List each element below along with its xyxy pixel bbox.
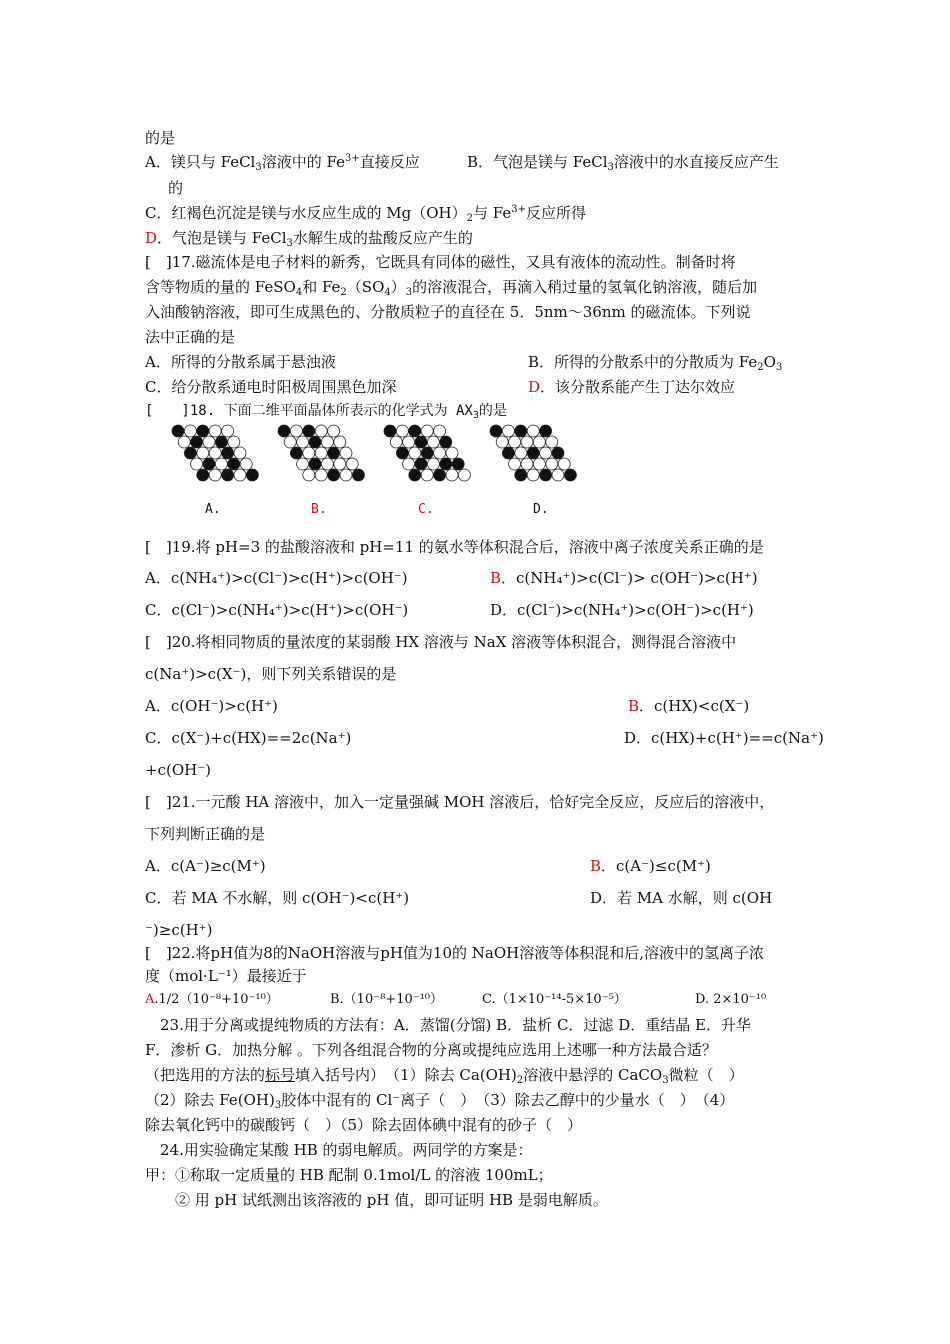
atom-black — [527, 447, 539, 459]
atom-white — [533, 458, 545, 470]
atom-black — [384, 425, 396, 437]
atom-black — [452, 458, 464, 470]
atom-white — [297, 436, 309, 448]
atom-white — [409, 447, 421, 459]
q19-stem: [ ]19.将 pH=3 的盐酸溶液和 pH=11 的氨水等体积混合后，溶液中离子浓度关系正确的是 — [145, 538, 764, 556]
q20-line-2: c(Na⁺)>c(X⁻)，则下列关系错误的是 — [145, 665, 397, 683]
q16-option-b-cont: 的 — [168, 179, 184, 197]
q20-line-1: [ ]20.将相同物质的量浓度的某弱酸 HX 溶液与 NaX 溶液等体积混合，测得混合溶液中 — [145, 633, 737, 651]
atom-white — [427, 436, 439, 448]
atom-white — [240, 458, 252, 470]
q23-line-2: F．渗析 G．加热分解 。下列各组混合物的分离或提纯应选用上述哪一种方法最合适？ — [145, 1041, 717, 1059]
q20-option-c: C．c(X⁻)+c(HX)==2c(Na⁺) — [145, 729, 352, 747]
atom-black — [564, 469, 576, 481]
atom-white — [203, 436, 215, 448]
atom-black — [222, 447, 234, 459]
atom-white — [222, 425, 234, 437]
atom-white — [434, 447, 446, 459]
answer-letter: B — [590, 857, 602, 875]
atom-black — [191, 436, 203, 448]
atom-white — [427, 458, 439, 470]
q20-option-d: D．c(HX)+c(H⁺)==c(Na⁺) — [624, 729, 824, 747]
atom-black — [421, 447, 433, 459]
atom-white — [515, 447, 527, 459]
q21-option-b: B．c(A⁻)≤c(M⁺) — [590, 857, 711, 875]
q20-option-a: A．c(OH⁻)>c(H⁺) — [145, 697, 278, 715]
atom-black — [502, 447, 514, 459]
atom-black — [222, 469, 234, 481]
atom-white — [403, 436, 415, 448]
lattice-c — [382, 424, 482, 486]
atom-white — [178, 436, 190, 448]
q22-line-2: 度（mol·L⁻¹）最接近于 — [145, 967, 307, 985]
atom-white — [396, 425, 408, 437]
atom-black — [309, 436, 321, 448]
atom-black — [396, 447, 408, 459]
atom-black — [552, 447, 564, 459]
atom-black — [415, 458, 427, 470]
atom-black — [409, 425, 421, 437]
q16-option-d: D．气泡是镁与 FeCl$_3$水解生成的盐酸反应产生的 — [145, 229, 473, 249]
atom-white — [546, 458, 558, 470]
answer-letter: D — [528, 378, 541, 396]
q22-option-c: C.（1×10⁻¹⁴-5×10⁻⁵） — [482, 992, 627, 1007]
atom-white — [521, 458, 533, 470]
atom-white — [209, 469, 221, 481]
q22-line-1: [ ]22.将pH值为8的NaOH溶液与pH值为10的 NaOH溶液等体积混和后,溶液中的氢离子浓 — [145, 944, 764, 962]
atom-black — [490, 425, 502, 437]
atom-black — [309, 458, 321, 470]
atom-black — [228, 458, 240, 470]
lattice-d — [488, 424, 588, 486]
atom-black — [172, 425, 184, 437]
atom-black — [540, 425, 552, 437]
atom-white — [434, 425, 446, 437]
atom-black — [515, 469, 527, 481]
atom-white — [234, 447, 246, 459]
atom-white — [509, 436, 521, 448]
lattice-a — [170, 424, 270, 486]
atom-white — [558, 458, 570, 470]
atom-black — [328, 469, 340, 481]
atom-white — [546, 436, 558, 448]
atom-white — [209, 447, 221, 459]
q24-line-3: ② 用 pH 试纸测出该溶液的 pH 值，即可证明 HB 是弱电解质。 — [175, 1191, 608, 1209]
atom-white — [197, 447, 209, 459]
q17-line-3: 入油酸钠溶液，即可生成黑色的、分散质粒子的直径在 5．5nm～36nm 的磁流体。下列说 — [145, 303, 751, 321]
atom-white — [527, 425, 539, 437]
q21-option-d: D．若 MA 水解，则 c(OH — [590, 889, 773, 907]
atom-white — [209, 425, 221, 437]
atom-white — [315, 447, 327, 459]
atom-white — [321, 436, 333, 448]
lattice-label-c: C. — [418, 502, 434, 517]
atom-white — [290, 425, 302, 437]
atom-black — [246, 469, 258, 481]
q19-option-d: D．c(Cl⁻)>c(NH₄⁺)>c(OH⁻)>c(H⁺) — [490, 601, 754, 619]
q20-option-b: B．c(HX)<c(X⁻) — [628, 697, 750, 715]
q16-option-b: B．气泡是镁与 FeCl$_3$溶液中的水直接反应产生 — [467, 153, 779, 173]
q23-line-1: 23.用于分离或提纯物质的方法有：A．蒸馏(分馏) B．盐析 C．过滤 D．重结晶 E．升华 — [160, 1016, 751, 1034]
atom-white — [421, 425, 433, 437]
atom-white — [334, 436, 346, 448]
atom-black — [290, 447, 302, 459]
atom-black — [415, 436, 427, 448]
answer-letter: B — [490, 569, 502, 587]
atom-black — [515, 425, 527, 437]
atom-black — [440, 458, 452, 470]
q23-line-3: （把选用的方法的标号填入括号内） （1）除去 $Ca(OH)_2$溶液中悬浮的 CaCO$_3$微粒（ ） — [145, 1066, 744, 1086]
q22-option-a: A.1/2（10⁻⁸+10⁻¹⁰） — [145, 992, 279, 1007]
q24-line-2: 甲：①称取一定质量的 HB 配制 0.1mol/L 的溶液 100mL； — [145, 1166, 553, 1184]
atom-white — [234, 469, 246, 481]
atom-white — [446, 447, 458, 459]
atom-white — [303, 447, 315, 459]
q21-option-a: A．c(A⁻)≥c(M⁺) — [145, 857, 266, 875]
q16-option-c: C．红褐色沉淀是镁与水反应生成的 $Mg(OH)_2$与 $Fe^{3+}$反应所得 — [145, 204, 586, 224]
q19-option-c: C．c(Cl⁻)>c(NH₄⁺)>c(H⁺)>c(OH⁻) — [145, 601, 409, 619]
atom-white — [502, 425, 514, 437]
atom-black — [434, 469, 446, 481]
lattice-label-b: B. — [311, 502, 327, 517]
atom-white — [284, 436, 296, 448]
atom-white — [228, 436, 240, 448]
atom-black — [352, 469, 364, 481]
atom-black — [409, 469, 421, 481]
q17-line-4: 法中正确的是 — [145, 328, 236, 346]
q17-line-1: [ ]17.磁流体是电子材料的新秀，它既具有同体的磁性，又具有液体的流动性。制备时将 — [145, 253, 736, 271]
atom-white — [340, 447, 352, 459]
atom-white — [346, 458, 358, 470]
atom-white — [184, 425, 196, 437]
q17-option-a: A．所得的分散系属于悬浊液 — [145, 353, 336, 371]
atom-white — [446, 469, 458, 481]
atom-white — [521, 436, 533, 448]
q21-line-2: 下列判断正确的是 — [145, 825, 266, 843]
lattice-label-a: A. — [205, 502, 221, 517]
atom-white — [340, 469, 352, 481]
q17-option-c: C．给分散系通电时阳极周围黑色加深 — [145, 378, 397, 396]
line-1: 的是 — [145, 129, 176, 147]
q23-line-4: （2）除去 $Fe(OH)_3$胶体中混有的 Cl⁻离子（ ） （3）除去乙醇中的少量水（ ） （4） — [145, 1091, 735, 1111]
atom-white — [421, 469, 433, 481]
atom-white — [527, 469, 539, 481]
atom-black — [328, 447, 340, 459]
q19-option-b: B．c(NH₄⁺)>c(Cl⁻)> c(OH⁻)>c(H⁺) — [490, 569, 758, 587]
answer-letter: D — [145, 229, 158, 247]
q17-option-b: B．所得的分散系中的分散质为 $Fe_2O_3$ — [528, 353, 783, 373]
atom-white — [334, 458, 346, 470]
atom-black — [540, 469, 552, 481]
atom-black — [303, 425, 315, 437]
q22-option-b: B.（10⁻⁸+10⁻¹⁰） — [330, 992, 444, 1007]
atom-white — [303, 469, 315, 481]
atom-white — [552, 469, 564, 481]
atom-black — [197, 425, 209, 437]
atom-black — [278, 425, 290, 437]
lattice-label-d: D. — [533, 502, 549, 517]
atom-white — [533, 436, 545, 448]
q18-stem: [ ]18. 下面二维平面晶体所表示的化学式为 $AX_3$的是 — [145, 403, 507, 421]
q21-option-d-cont: ⁻)≥c(H⁺) — [145, 921, 213, 939]
q19-option-a: A．c(NH₄⁺)>c(Cl⁻)>c(H⁺)>c(OH⁻) — [145, 569, 408, 587]
q17-option-d: D．该分散系能产生丁达尔效应 — [528, 378, 736, 396]
q20-option-d-cont: +c(OH⁻) — [145, 761, 211, 779]
answer-letter: A — [145, 992, 155, 1007]
atom-white — [215, 458, 227, 470]
atom-white — [390, 436, 402, 448]
q23-line-5: 除去氧化钙中的碳酸钙（ ）（5）除去固体碘中混有的砂子（ ） — [145, 1116, 583, 1134]
atom-black — [440, 436, 452, 448]
answer-letter: B — [628, 697, 640, 715]
q22-option-d: D. 2×10⁻¹⁰ — [695, 992, 767, 1007]
atom-black — [215, 436, 227, 448]
atom-white — [297, 458, 309, 470]
atom-black — [197, 469, 209, 481]
atom-white — [191, 458, 203, 470]
q21-option-c: C．若 MA 不水解，则 c(OH⁻)<c(H⁺) — [145, 889, 410, 907]
q17-line-2: 含等物质的量的 FeSO$_4$和 $Fe_2(SO_4)_3$的溶液混合，再滴入稍过量的氢氧化钠溶液，随后加 — [145, 278, 758, 298]
lattice-b — [276, 424, 376, 486]
atom-white — [315, 469, 327, 481]
atom-white — [321, 458, 333, 470]
q24-line-1: 24.用实验确定某酸 HB 的弱电解质。两同学的方案是： — [160, 1141, 533, 1159]
atom-black — [184, 447, 196, 459]
atom-white — [496, 436, 508, 448]
atom-black — [203, 458, 215, 470]
atom-white — [509, 458, 521, 470]
atom-white — [403, 458, 415, 470]
q21-line-1: [ ]21.一元酸 HA 溶液中，加入一定量强碱 MOH 溶液后，恰好完全反应，反应后的溶液中， — [145, 793, 775, 811]
atom-white — [315, 425, 327, 437]
atom-white — [540, 447, 552, 459]
atom-white — [328, 425, 340, 437]
q16-option-a: A．镁只与 FeCl$_3$溶液中的 $Fe^{3+}$直接反应 — [145, 153, 420, 173]
atom-white — [458, 469, 470, 481]
